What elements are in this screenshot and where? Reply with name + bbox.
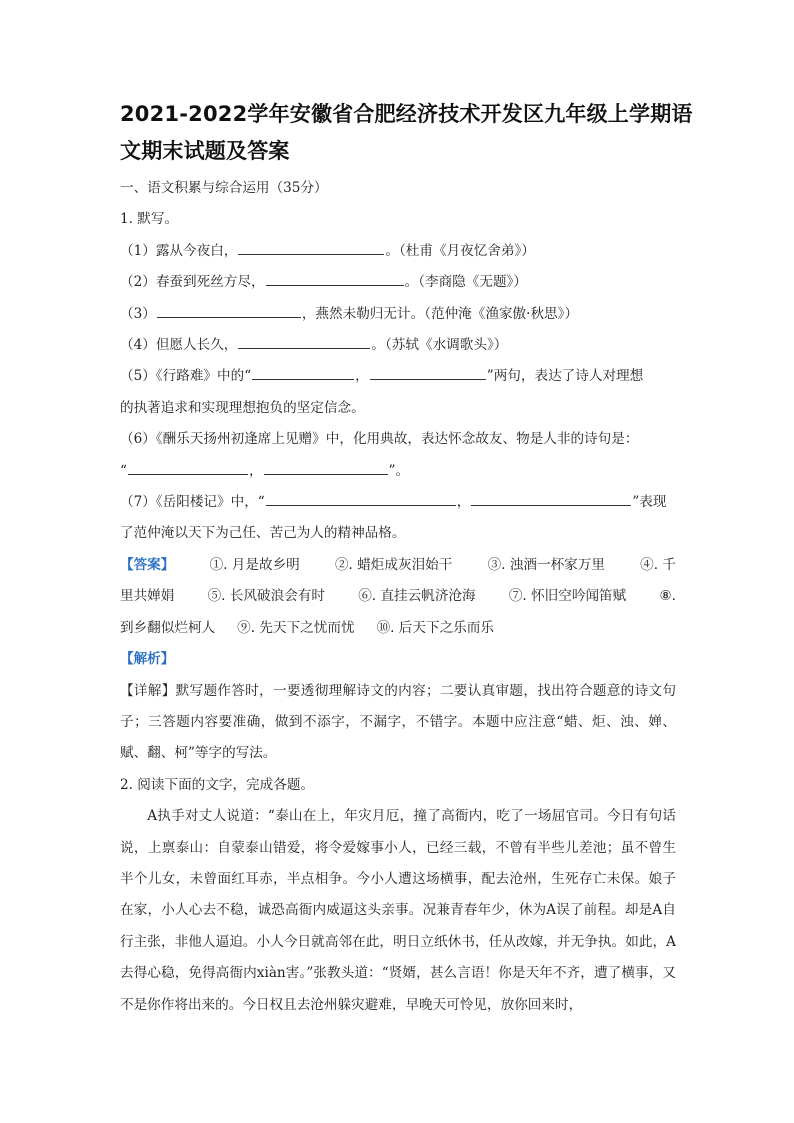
question-2-stem: 2. 阅读下面的文字，完成各题。 [120,776,315,793]
title-line-1: 2021-2022学年安徽省合肥经济技术开发区九年级上学期语 [120,102,693,126]
answer-item: ②. 蜡炬成灰泪始干 [334,556,453,573]
answer-item: ⑩. 后天下之乐而乐 [376,619,494,636]
question-1-item-2 [120,267,676,298]
answer-item: ⑤. 长风破浪会有时 [207,588,325,605]
item-5-suffix: ”两句，表达了诗人对理想 [486,368,644,385]
item-1-suffix: 。（杜甫《月夜忆舍弟》） [385,242,535,259]
answer-item: ⑥. 直挂云帆济沧海 [358,588,476,605]
answer-blank[interactable] [264,460,388,475]
item-5-prefix: （5）《行路难》中的“ [120,368,252,385]
answer-blank[interactable] [471,491,631,506]
answer-item: ①. 月是故乡明 [209,556,300,573]
item-6-suffix: ”。 [388,462,410,479]
title-line-2: 文期末试题及答案 [120,139,290,163]
question-1-item-3 [120,299,676,330]
answer-blank[interactable] [252,365,354,380]
question-1-item-4 [120,330,676,361]
answer-item: ⑦. 怀旧空吟闻笛赋 [508,588,627,605]
item-7-mid: ， [456,494,471,511]
question-1-item-6: （6）《酬乐天扬州初逢席上见赠》中，化用典故，表达怀念故友、物是人非的诗句是： [120,431,639,448]
item-4-prefix: （4）但愿人长久， [120,337,238,354]
answer-blank[interactable] [266,271,404,286]
section-heading: 一、语文积累与综合运用（35分） [120,180,328,196]
item-5-mid: ， [355,368,369,385]
item-7-prefix: （7）《岳阳楼记》中，“ [120,494,265,511]
answer-blank[interactable] [266,491,456,506]
reading-passage: A执手对丈人说道：“泰山在上，年灾月厄，撞了高衙内，吃了一场屈官司。今日有句话说，上禀泰山：自蒙泰山错爱，将令爱嫁事小人，已经三载，不曾有半些儿差池；虽不曾生半个儿女，未曾面红耳赤，半点相争。今小人遭这场横事，配去沧州，生死存亡未保。娘子在家，小人心去不稳，诚恐高衙内威逼这头亲事。况兼青春年少，休为A误了前程。却是A自行主张，非他人逼迫。小人今日就高邻在此，明日立纸休书，任从改嫁，并无争执。如此，A去得心稳，免得高衙内xiàn害。”张教头道：“贤婿，甚么言语！你是天年不齐，遭了横事，又不是你作将出来的。今日权且去沧州躲灾避难，早晚天可怜见，放你回来时， [120,808,676,1013]
item-2-suffix: 。（李商隐《无题》） [404,274,527,291]
item-3-suffix: ，燕然未勒归无计。（范仲淹《渔家傲·秋思》） [301,305,579,322]
answer-tag: 【答案】 [120,556,175,573]
analysis-tag: 【解析】 [120,651,175,668]
item-3-prefix: （3） [120,305,156,322]
question-1-item-1 [120,236,676,267]
answer-item: ⑧. [659,588,676,605]
question-1-item-5-cont: 的执著追求和实现理想抱负的坚定信念。 [120,399,365,416]
document-page [120,96,693,1021]
answer-blank[interactable] [238,334,370,349]
answer-item: 到乡翻似烂柯人 [120,619,216,636]
answer-blank[interactable] [370,365,486,380]
question-1-item-5 [120,361,676,392]
item-6-prefix: “ [120,462,127,479]
answer-item: ④. 千 [640,556,676,573]
answer-item: 里共婵娟 [120,588,175,605]
item-7-suffix: ”表现 [632,494,667,511]
answer-row-1 [120,550,676,581]
item-6-mid: ， [248,462,263,479]
question-1-item-7-cont: 了范仲淹以天下为己任、苦己为人的精神品格。 [120,525,406,542]
analysis-detail: 【详解】默写题作答时，一要透彻理解诗文的内容；二要认真审题，找出符合题意的诗文句子；三答题内容要准确，做到不添字，不漏字，不错字。本题中应注意“蜡、炬、浊、婵、赋、翻、柯”等字的写法。 [120,682,676,762]
question-1-stem: 1. 默写。 [120,211,179,228]
document-title [120,96,693,170]
answer-item: ⑨. 先天下之忧而忧 [237,619,355,636]
item-2-prefix: （2）春蚕到死丝方尽， [120,274,265,291]
item-4-suffix: 。（苏轼《水调歌头》） [371,337,508,354]
question-1-item-7 [120,487,676,518]
item-1-prefix: （1）露从今夜白， [120,242,238,259]
answer-item: ③. 浊酒一杯家万里 [487,556,605,573]
answer-blank[interactable] [157,303,301,318]
question-1-item-6-blanks [120,456,676,487]
answer-blank[interactable] [128,460,248,475]
answer-row-3 [120,613,676,644]
answer-row-2 [120,581,676,612]
answer-blank[interactable] [238,240,384,255]
